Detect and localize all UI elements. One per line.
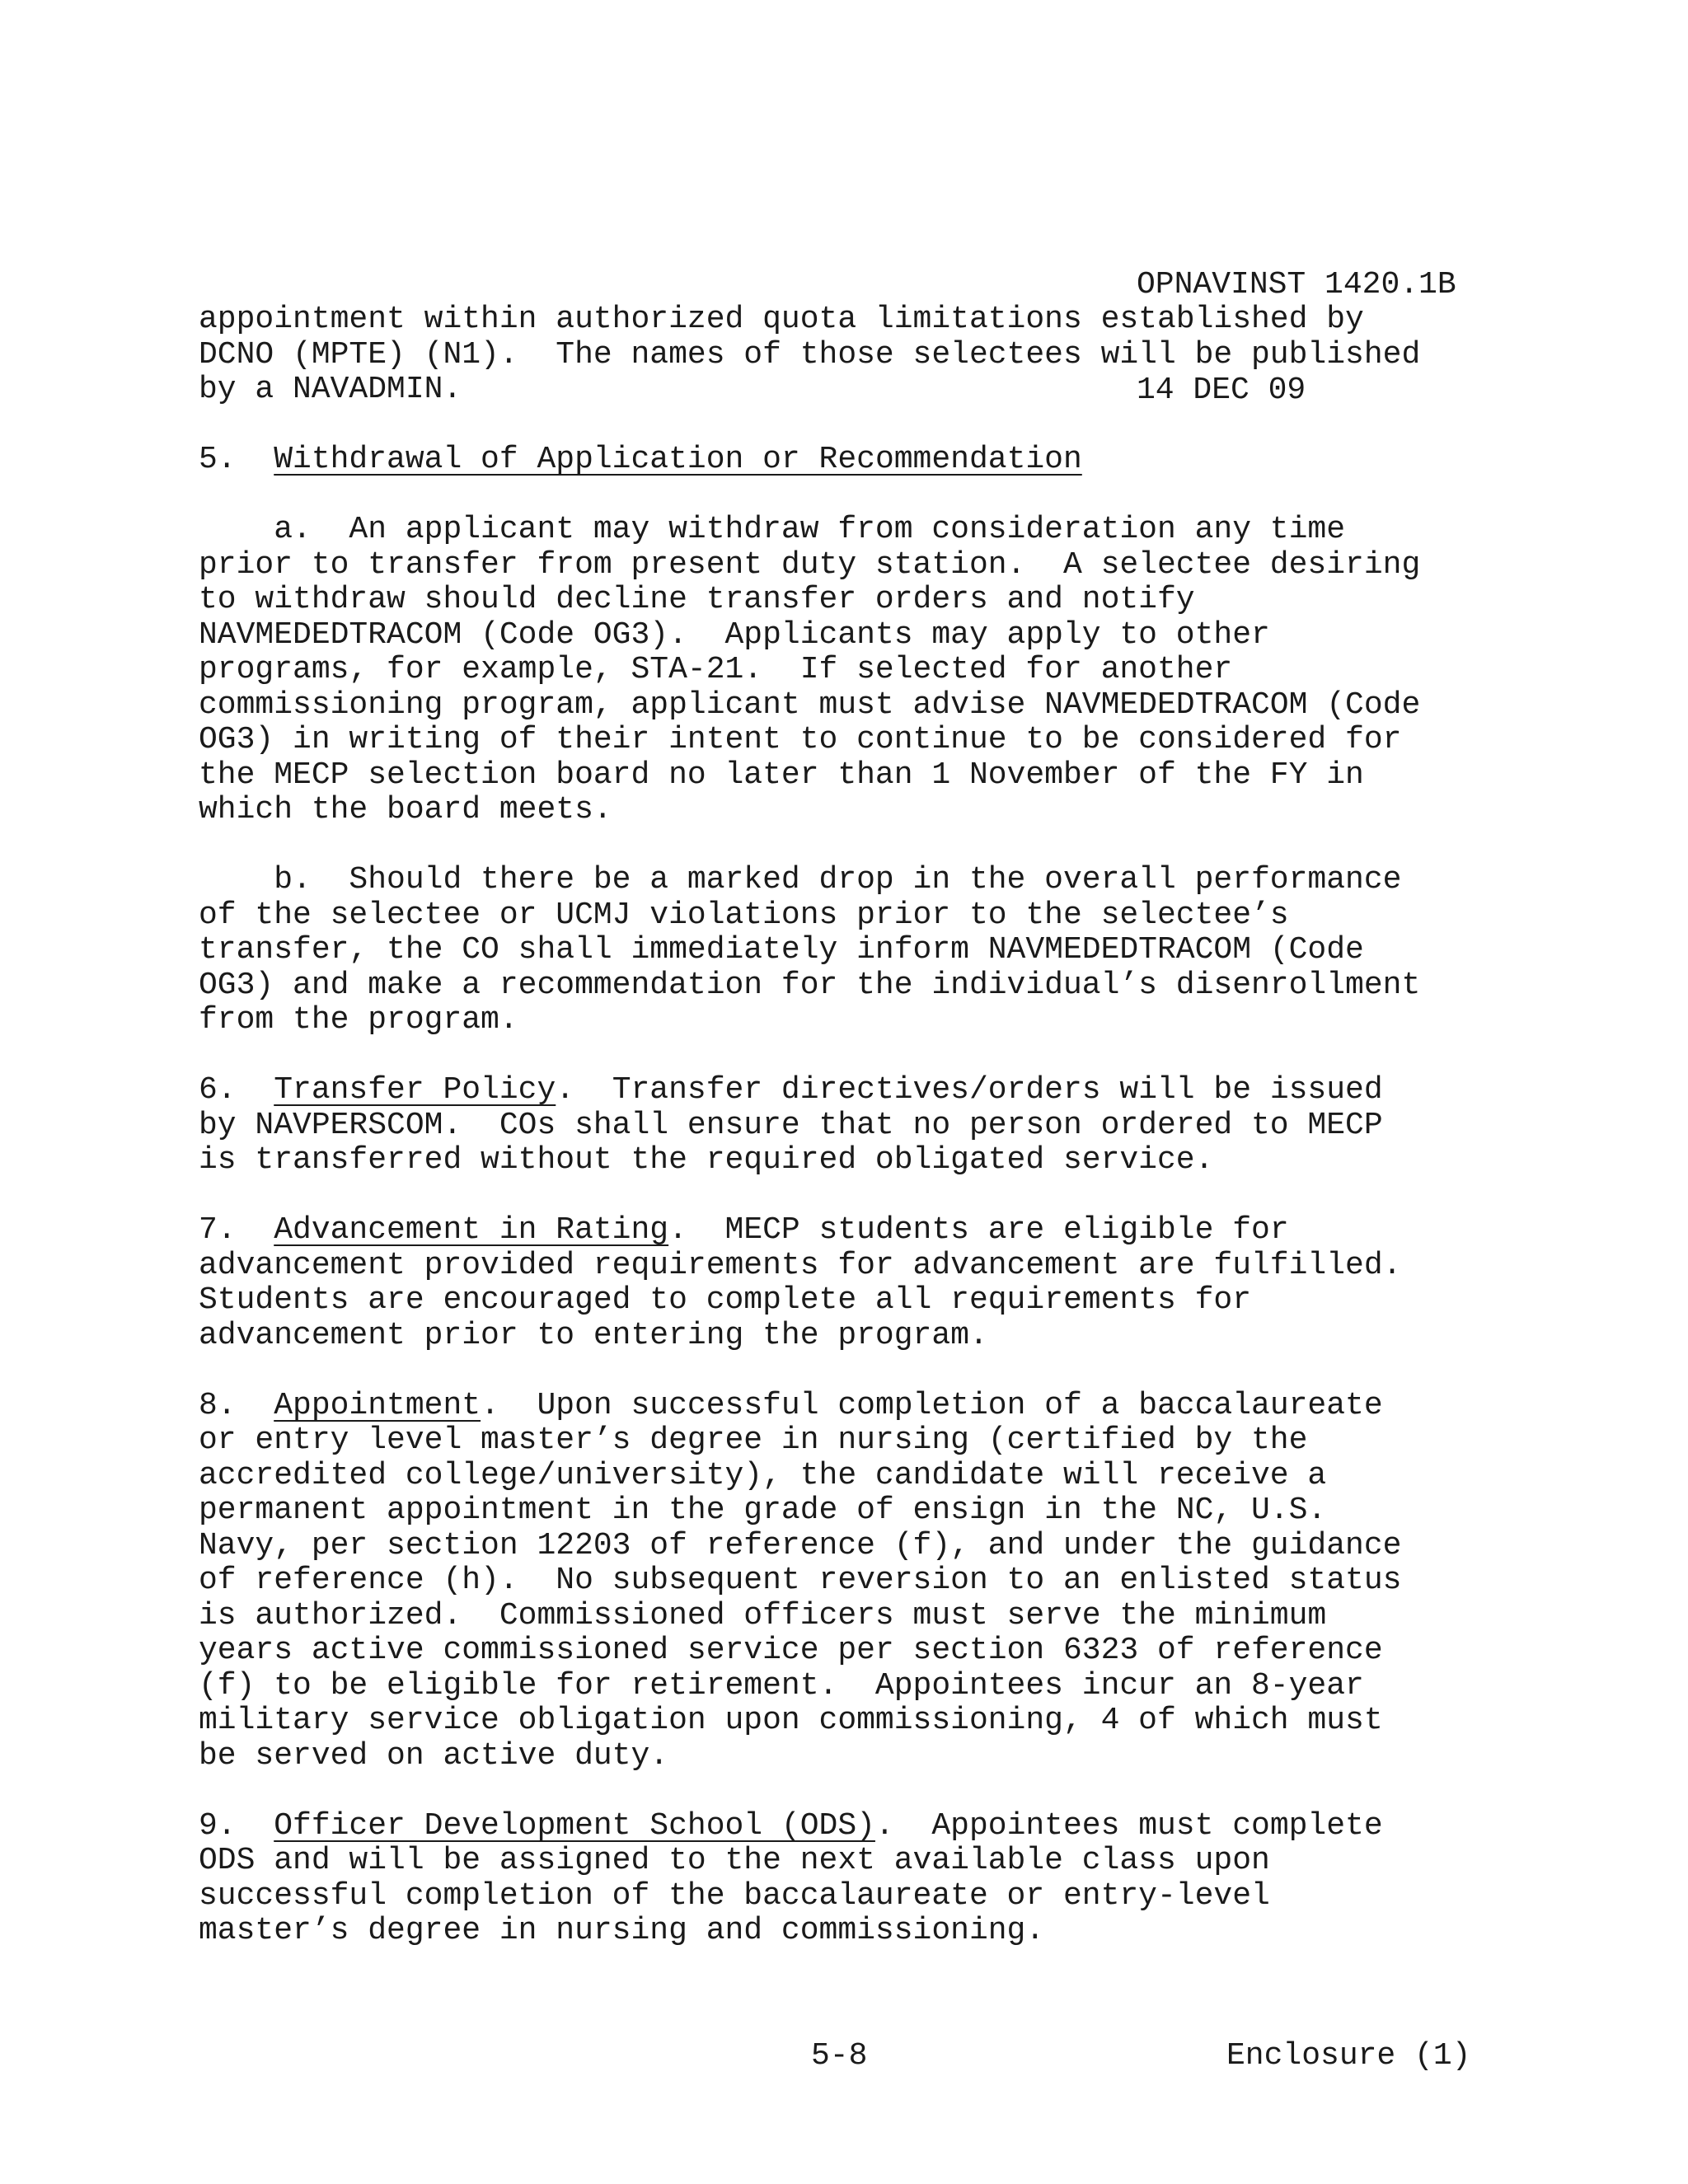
para-5a-line: NAVMEDEDTRACOM (Code OG3). Applicants may apply to other [199, 616, 1270, 653]
intro-line: DCNO (MPTE) (N1). The names of those selectees will be published [199, 336, 1421, 373]
section-9-line: ODS and will be assigned to the next available class upon [199, 1843, 1270, 1878]
section-title: Advancement in Rating [274, 1212, 669, 1248]
section-9-line: master’s degree in nursing and commissioning. [199, 1913, 1045, 1948]
page-number: 5-8 [811, 2038, 868, 2074]
section-5-heading [199, 443, 1501, 478]
para-5b-line: b. Should there be a marked drop in the overall performance [199, 862, 1402, 898]
section-title: Withdrawal of Application or Recommendation [274, 442, 1082, 477]
document-body [199, 302, 1501, 1949]
section-9-heading [199, 1809, 1501, 1844]
section-7-line: advancement provided requirements for advancement are fulfilled. [199, 1247, 1402, 1283]
intro-line: by a NAVADMIN. [199, 372, 462, 407]
section-8-line: years active commissioned service per section 6323 of reference [199, 1633, 1383, 1668]
section-text: . Transfer directives/orders will be issued [556, 1072, 1383, 1108]
para-5a-line: prior to transfer from present duty station. A selectee desiring [199, 546, 1421, 583]
section-number: 6. [199, 1072, 274, 1108]
para-5b-line: transfer, the CO shall immediately inform NAVMEDEDTRACOM (Code [199, 932, 1364, 968]
section-8-heading [199, 1389, 1501, 1424]
section-7-heading [199, 1213, 1501, 1249]
section-title: Officer Development School (ODS) [274, 1807, 875, 1844]
section-number: 5. [199, 442, 274, 477]
section-number: 9. [199, 1807, 274, 1844]
para-5a-line: commissioning program, applicant must advise NAVMEDEDTRACOM (Code [199, 687, 1421, 723]
para-5a-line: a. An applicant may withdraw from consideration any time [199, 512, 1346, 547]
para-5a-line: to withdraw should decline transfer orders and notify [199, 582, 1195, 617]
document-date: 14 DEC 09 [1137, 372, 1306, 408]
section-title: Appointment [274, 1387, 481, 1423]
section-9-line: successful completion of the baccalaureate or entry-level [199, 1877, 1270, 1914]
para-5a-line: programs, for example, STA-21. If selected for another [199, 652, 1233, 687]
section-6-heading [199, 1073, 1501, 1108]
enclosure-label: Enclosure (1) [1226, 2038, 1471, 2074]
section-number: 8. [199, 1387, 274, 1423]
section-text: . Upon successful completion of a baccalaureate [481, 1387, 1383, 1423]
document-id: OPNAVINST 1420.1B [1137, 267, 1456, 302]
section-number: 7. [199, 1212, 274, 1248]
para-5b-line: from the program. [199, 1002, 518, 1038]
section-text: . MECP students are eligible for [668, 1212, 1289, 1248]
para-5a-line: OG3) in writing of their intent to continue to be considered for [199, 722, 1402, 757]
section-7-line: advancement prior to entering the program. [199, 1317, 988, 1353]
section-8-line: or entry level master’s degree in nursing (certified by the [199, 1422, 1308, 1458]
para-5b-line: OG3) and make a recommendation for the individual’s disenrollment [199, 967, 1421, 1003]
section-title: Transfer Policy [274, 1072, 556, 1108]
section-8-line: of reference (h). No subsequent reversion to an enlisted status [199, 1563, 1402, 1598]
section-text: . Appointees must complete [874, 1807, 1383, 1844]
intro-line: appointment within authorized quota limitations established by [199, 302, 1364, 337]
section-7-line: Students are encouraged to complete all requirements for [199, 1282, 1252, 1318]
section-8-line: Navy, per section 12203 of reference (f), and under the guidance [199, 1527, 1402, 1563]
para-5b-line: of the selectee or UCMJ violations prior to the selectee’s [199, 897, 1289, 933]
section-8-line: accredited college/university), the candidate will receive a [199, 1457, 1327, 1493]
section-8-line: be served on active duty. [199, 1737, 669, 1774]
section-6-line: by NAVPERSCOM. COs shall ensure that no person ordered to MECP [199, 1107, 1383, 1143]
section-8-line: military service obligation upon commissioning, 4 of which must [199, 1703, 1383, 1738]
para-5a-line: the MECP selection board no later than 1 November of the FY in [199, 757, 1364, 793]
para-5a-line: which the board meets. [199, 792, 612, 827]
section-8-line: (f) to be eligible for retirement. Appointees incur an 8-year [199, 1667, 1364, 1704]
section-8-line: is authorized. Commissioned officers must serve the minimum [199, 1597, 1327, 1633]
section-6-line: is transferred without the required obligated service. [199, 1142, 1214, 1178]
section-8-line: permanent appointment in the grade of ensign in the NC, U.S. [199, 1493, 1327, 1528]
